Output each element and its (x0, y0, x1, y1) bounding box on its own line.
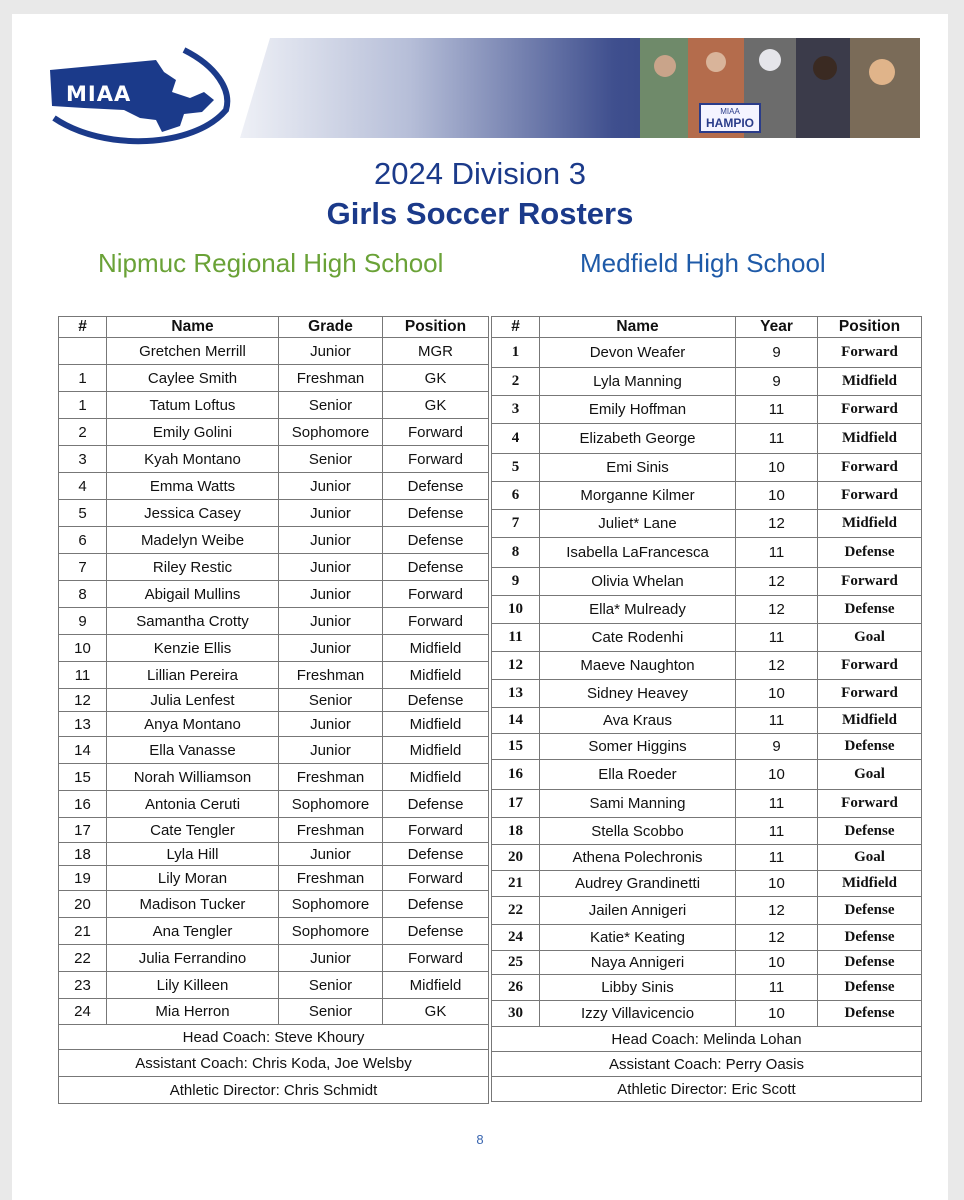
player-grade: Sophomore (279, 891, 383, 918)
table-row (492, 975, 922, 1001)
player-grade: 12 (736, 568, 818, 596)
player-grade: 10 (736, 1001, 818, 1027)
player-position: Forward (818, 454, 922, 482)
table-row (59, 945, 489, 972)
staff-row (59, 1025, 489, 1050)
jersey-number: 5 (59, 500, 107, 527)
jersey-number (59, 338, 107, 365)
player-name: Ella Roeder (540, 760, 736, 790)
player-position: Defense (383, 500, 489, 527)
player-name: Katie* Keating (540, 925, 736, 951)
player-name: Riley Restic (107, 554, 279, 581)
player-name: Olivia Whelan (540, 568, 736, 596)
player-position: Defense (383, 689, 489, 712)
player-position: Defense (383, 527, 489, 554)
jersey-number: 12 (59, 689, 107, 712)
jersey-number: 17 (492, 790, 540, 818)
player-name: Mia Herron (107, 999, 279, 1025)
player-position: Forward (818, 680, 922, 708)
player-name: Audrey Grandinetti (540, 871, 736, 897)
column-header: Name (540, 317, 736, 338)
player-grade: 12 (736, 596, 818, 624)
jersey-number: 3 (59, 446, 107, 473)
player-name: Samantha Crotty (107, 608, 279, 635)
header-banner (240, 38, 920, 138)
table-row (59, 473, 489, 500)
staff-row (59, 1077, 489, 1104)
jersey-number: 15 (59, 764, 107, 791)
player-grade: Junior (279, 635, 383, 662)
column-header: Position (383, 317, 489, 338)
player-name: Antonia Ceruti (107, 791, 279, 818)
player-name: Kyah Montano (107, 446, 279, 473)
staff-entry: Assistant Coach: Perry Oasis (492, 1052, 922, 1077)
jersey-number: 13 (492, 680, 540, 708)
jersey-number: 19 (59, 866, 107, 891)
logo-text: MIAA (66, 82, 132, 106)
player-grade: Freshman (279, 866, 383, 891)
player-grade: Sophomore (279, 918, 383, 945)
player-grade: Junior (279, 608, 383, 635)
player-name: Gretchen Merrill (107, 338, 279, 365)
player-name: Elizabeth George (540, 424, 736, 454)
player-position: Forward (383, 419, 489, 446)
player-position: Forward (818, 790, 922, 818)
player-grade: 10 (736, 951, 818, 975)
table-row (59, 527, 489, 554)
player-grade: 11 (736, 790, 818, 818)
player-grade: Junior (279, 338, 383, 365)
player-name: Stella Scobbo (540, 818, 736, 845)
player-name: Maeve Naughton (540, 652, 736, 680)
staff-row (59, 1050, 489, 1077)
jersey-number: 20 (492, 845, 540, 871)
table-row (492, 338, 922, 368)
player-grade: 9 (736, 734, 818, 760)
player-grade: 9 (736, 368, 818, 396)
player-grade: 11 (736, 975, 818, 1001)
player-position: Midfield (383, 737, 489, 764)
player-position: Defense (383, 791, 489, 818)
banner-badge-small: MIAA (720, 107, 740, 116)
player-grade: Sophomore (279, 791, 383, 818)
table-row (492, 680, 922, 708)
table-row (492, 424, 922, 454)
table-row (492, 897, 922, 925)
player-position: GK (383, 999, 489, 1025)
table-row (59, 635, 489, 662)
staff-entry: Athletic Director: Chris Schmidt (59, 1077, 489, 1104)
player-position: Midfield (818, 871, 922, 897)
player-name: Ella Vanasse (107, 737, 279, 764)
player-position: MGR (383, 338, 489, 365)
player-grade: Junior (279, 712, 383, 737)
player-name: Anya Montano (107, 712, 279, 737)
table-row (492, 482, 922, 510)
player-position: Defense (383, 843, 489, 866)
jersey-number: 21 (492, 871, 540, 897)
player-position: Forward (383, 945, 489, 972)
player-position: Defense (383, 918, 489, 945)
player-position: Forward (818, 396, 922, 424)
player-name: Lyla Hill (107, 843, 279, 866)
player-name: Cate Rodenhi (540, 624, 736, 652)
jersey-number: 8 (492, 538, 540, 568)
jersey-number: 10 (59, 635, 107, 662)
player-grade: 12 (736, 510, 818, 538)
player-position: Forward (383, 446, 489, 473)
jersey-number: 7 (492, 510, 540, 538)
player-position: Midfield (818, 424, 922, 454)
table-row (59, 918, 489, 945)
table-row (492, 845, 922, 871)
jersey-number: 14 (492, 708, 540, 734)
table-row (492, 596, 922, 624)
player-grade: 11 (736, 424, 818, 454)
table-header-row (59, 317, 489, 338)
player-position: GK (383, 392, 489, 419)
player-name: Emily Hoffman (540, 396, 736, 424)
player-position: Defense (818, 925, 922, 951)
player-name: Kenzie Ellis (107, 635, 279, 662)
player-position: Defense (818, 596, 922, 624)
table-row (492, 538, 922, 568)
jersey-number: 18 (59, 843, 107, 866)
player-grade: Freshman (279, 764, 383, 791)
player-position: Goal (818, 624, 922, 652)
jersey-number: 8 (59, 581, 107, 608)
jersey-number: 21 (59, 918, 107, 945)
player-grade: Junior (279, 581, 383, 608)
player-grade: Senior (279, 689, 383, 712)
player-grade: 9 (736, 338, 818, 368)
player-name: Cate Tengler (107, 818, 279, 843)
player-position: Forward (383, 866, 489, 891)
jersey-number: 10 (492, 596, 540, 624)
table-row (59, 999, 489, 1025)
player-grade: Junior (279, 527, 383, 554)
player-grade: Junior (279, 473, 383, 500)
jersey-number: 14 (59, 737, 107, 764)
player-grade: Senior (279, 999, 383, 1025)
jersey-number: 4 (492, 424, 540, 454)
player-name: Madison Tucker (107, 891, 279, 918)
player-grade: 11 (736, 845, 818, 871)
jersey-number: 26 (492, 975, 540, 1001)
table-header-row (492, 317, 922, 338)
jersey-number: 24 (59, 999, 107, 1025)
page-number: 8 (476, 1132, 484, 1147)
jersey-number: 4 (59, 473, 107, 500)
table-row (59, 662, 489, 689)
table-row (59, 737, 489, 764)
table-row (492, 652, 922, 680)
player-name: Morganne Kilmer (540, 482, 736, 510)
player-name: Lyla Manning (540, 368, 736, 396)
player-grade: 12 (736, 925, 818, 951)
player-position: Midfield (818, 510, 922, 538)
player-name: Juliet* Lane (540, 510, 736, 538)
player-name: Emi Sinis (540, 454, 736, 482)
table-row (59, 843, 489, 866)
player-name: Julia Ferrandino (107, 945, 279, 972)
player-name: Emma Watts (107, 473, 279, 500)
table-row (492, 925, 922, 951)
player-grade: Junior (279, 554, 383, 581)
right-roster-table (491, 316, 922, 1102)
jersey-number: 22 (59, 945, 107, 972)
player-name: Ella* Mulready (540, 596, 736, 624)
staff-row (492, 1052, 922, 1077)
player-grade: Senior (279, 392, 383, 419)
athlete-photo-collage (640, 38, 920, 138)
jersey-number: 22 (492, 897, 540, 925)
table-row (59, 419, 489, 446)
page-title: 2024 Division 3 (374, 156, 586, 191)
table-row (492, 396, 922, 424)
jersey-number: 1 (59, 365, 107, 392)
player-grade: Senior (279, 446, 383, 473)
player-position: Midfield (818, 708, 922, 734)
page-subtitle: Girls Soccer Rosters (326, 196, 634, 231)
player-name: Lily Moran (107, 866, 279, 891)
player-grade: 12 (736, 652, 818, 680)
table-row (59, 392, 489, 419)
column-header: Grade (279, 317, 383, 338)
player-position: Defense (383, 891, 489, 918)
table-row (59, 365, 489, 392)
jersey-number: 13 (59, 712, 107, 737)
player-position: Defense (818, 1001, 922, 1027)
table-row (59, 500, 489, 527)
column-header: Year (736, 317, 818, 338)
jersey-number: 2 (492, 368, 540, 396)
player-position: Forward (818, 338, 922, 368)
jersey-number: 24 (492, 925, 540, 951)
player-position: Midfield (383, 662, 489, 689)
player-name: Somer Higgins (540, 734, 736, 760)
table-row (492, 790, 922, 818)
player-position: Midfield (383, 972, 489, 999)
jersey-number: 11 (59, 662, 107, 689)
banner-badge-text: HAMPIO (706, 116, 754, 130)
table-row (492, 510, 922, 538)
jersey-number: 1 (59, 392, 107, 419)
player-grade: 10 (736, 454, 818, 482)
player-grade: 10 (736, 760, 818, 790)
player-position: Forward (818, 568, 922, 596)
player-position: Midfield (383, 764, 489, 791)
player-name: Ava Kraus (540, 708, 736, 734)
staff-row (492, 1077, 922, 1102)
jersey-number: 16 (59, 791, 107, 818)
right-school-name: Medfield High School (580, 248, 826, 278)
player-position: Defense (383, 554, 489, 581)
column-header: # (492, 317, 540, 338)
player-name: Sidney Heavey (540, 680, 736, 708)
jersey-number: 18 (492, 818, 540, 845)
player-position: Goal (818, 760, 922, 790)
jersey-number: 25 (492, 951, 540, 975)
player-grade: 10 (736, 680, 818, 708)
document-page (12, 14, 948, 1200)
table-row (492, 871, 922, 897)
player-name: Athena Polechronis (540, 845, 736, 871)
player-position: Midfield (383, 712, 489, 737)
player-grade: 11 (736, 708, 818, 734)
player-name: Lily Killeen (107, 972, 279, 999)
table-row (59, 689, 489, 712)
player-grade: Senior (279, 972, 383, 999)
player-position: Defense (818, 734, 922, 760)
player-name: Lillian Pereira (107, 662, 279, 689)
player-grade: Sophomore (279, 419, 383, 446)
player-position: Forward (383, 818, 489, 843)
player-name: Isabella LaFrancesca (540, 538, 736, 568)
table-row (492, 454, 922, 482)
jersey-number: 9 (492, 568, 540, 596)
table-row (59, 891, 489, 918)
table-row (492, 818, 922, 845)
player-position: Defense (818, 538, 922, 568)
left-school-name: Nipmuc Regional High School (98, 248, 444, 278)
column-header: Position (818, 317, 922, 338)
player-grade: 10 (736, 482, 818, 510)
player-grade: 11 (736, 538, 818, 568)
table-row (59, 608, 489, 635)
table-row (492, 568, 922, 596)
player-grade: 12 (736, 897, 818, 925)
jersey-number: 5 (492, 454, 540, 482)
table-row (492, 368, 922, 396)
table-row (492, 951, 922, 975)
player-grade: 11 (736, 818, 818, 845)
player-position: Forward (383, 581, 489, 608)
table-row (59, 581, 489, 608)
player-grade: Freshman (279, 662, 383, 689)
column-header: # (59, 317, 107, 338)
player-grade: 11 (736, 396, 818, 424)
player-position: Defense (818, 975, 922, 1001)
player-name: Julia Lenfest (107, 689, 279, 712)
player-grade: Junior (279, 843, 383, 866)
player-position: Defense (383, 473, 489, 500)
jersey-number: 17 (59, 818, 107, 843)
player-grade: Junior (279, 945, 383, 972)
player-name: Libby Sinis (540, 975, 736, 1001)
jersey-number: 20 (59, 891, 107, 918)
player-position: Midfield (818, 368, 922, 396)
jersey-number: 16 (492, 760, 540, 790)
jersey-number: 6 (59, 527, 107, 554)
table-row (59, 764, 489, 791)
table-row (492, 760, 922, 790)
jersey-number: 12 (492, 652, 540, 680)
player-position: Forward (818, 482, 922, 510)
jersey-number: 6 (492, 482, 540, 510)
player-name: Naya Annigeri (540, 951, 736, 975)
player-grade: 11 (736, 624, 818, 652)
player-grade: 10 (736, 871, 818, 897)
table-row (59, 972, 489, 999)
jersey-number: 23 (59, 972, 107, 999)
player-grade: Junior (279, 500, 383, 527)
table-row (59, 446, 489, 473)
player-name: Caylee Smith (107, 365, 279, 392)
player-position: Forward (383, 608, 489, 635)
player-name: Emily Golini (107, 419, 279, 446)
player-name: Norah Williamson (107, 764, 279, 791)
player-position: Defense (818, 897, 922, 925)
staff-entry: Head Coach: Steve Khoury (59, 1025, 489, 1050)
miaa-logo (44, 40, 234, 150)
jersey-number: 3 (492, 396, 540, 424)
player-name: Madelyn Weibe (107, 527, 279, 554)
jersey-number: 11 (492, 624, 540, 652)
player-name: Jessica Casey (107, 500, 279, 527)
jersey-number: 1 (492, 338, 540, 368)
player-name: Sami Manning (540, 790, 736, 818)
player-name: Ana Tengler (107, 918, 279, 945)
jersey-number: 30 (492, 1001, 540, 1027)
player-grade: Freshman (279, 365, 383, 392)
left-roster-table (58, 316, 489, 1104)
player-position: Midfield (383, 635, 489, 662)
player-position: Forward (818, 652, 922, 680)
jersey-number: 9 (59, 608, 107, 635)
player-name: Izzy Villavicencio (540, 1001, 736, 1027)
player-name: Abigail Mullins (107, 581, 279, 608)
player-position: Defense (818, 818, 922, 845)
jersey-number: 7 (59, 554, 107, 581)
player-position: Goal (818, 845, 922, 871)
player-position: GK (383, 365, 489, 392)
staff-entry: Athletic Director: Eric Scott (492, 1077, 922, 1102)
column-header: Name (107, 317, 279, 338)
player-grade: Junior (279, 737, 383, 764)
player-grade: Freshman (279, 818, 383, 843)
player-name: Devon Weafer (540, 338, 736, 368)
staff-entry: Head Coach: Melinda Lohan (492, 1027, 922, 1052)
table-row (59, 791, 489, 818)
jersey-number: 15 (492, 734, 540, 760)
staff-entry: Assistant Coach: Chris Koda, Joe Welsby (59, 1050, 489, 1077)
player-position: Defense (818, 951, 922, 975)
table-row (59, 554, 489, 581)
table-row (492, 1001, 922, 1027)
player-name: Tatum Loftus (107, 392, 279, 419)
staff-row (492, 1027, 922, 1052)
table-row (492, 734, 922, 760)
table-row (492, 708, 922, 734)
jersey-number: 2 (59, 419, 107, 446)
player-name: Jailen Annigeri (540, 897, 736, 925)
table-row (59, 866, 489, 891)
table-row (59, 338, 489, 365)
table-row (59, 818, 489, 843)
table-row (59, 712, 489, 737)
table-row (492, 624, 922, 652)
